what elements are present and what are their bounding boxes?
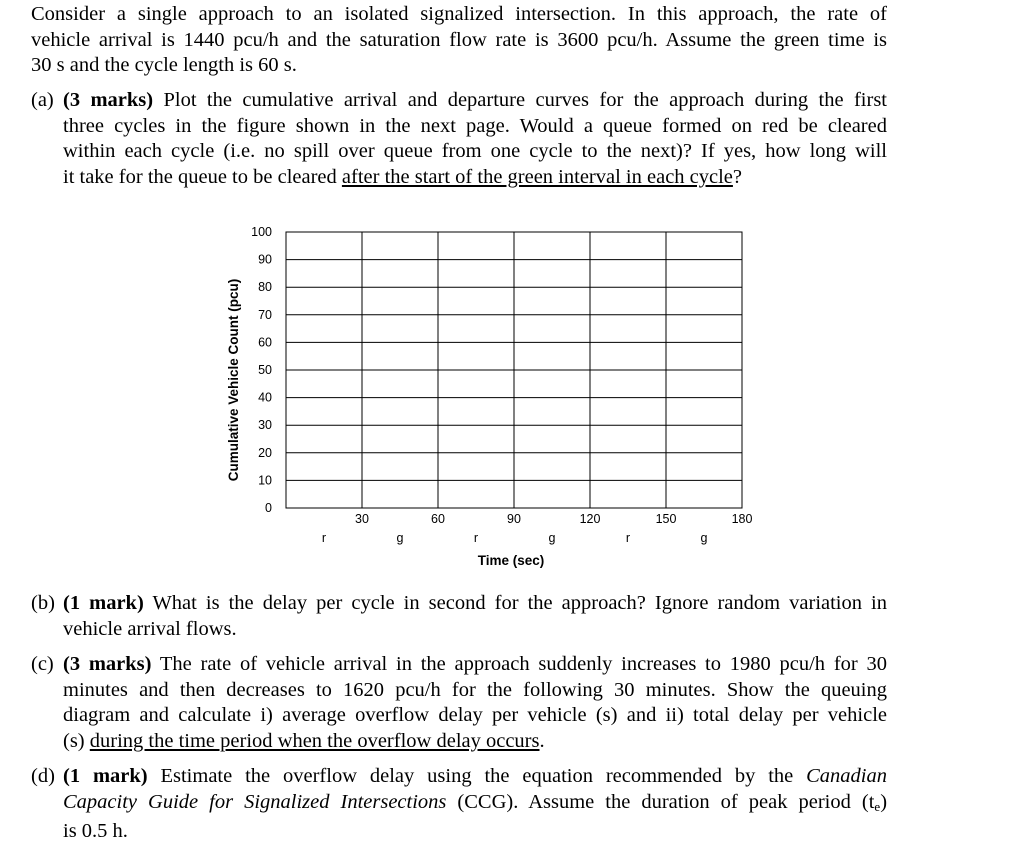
y-tick-label: 40	[258, 390, 272, 405]
y-tick-label: 100	[251, 225, 272, 239]
question-b-line	[63, 591, 887, 617]
question-b	[31, 591, 887, 642]
x-tick-label: 30	[355, 512, 369, 526]
question-c-marks: (3 marks)	[63, 653, 152, 675]
question-b-text: What is the delay per cycle in second for the approach? Ignore random variation in	[143, 592, 887, 614]
question-a-underlined: after the start of the green interval in each cycle	[341, 165, 733, 188]
interval-label: g	[396, 531, 404, 545]
question-d	[31, 764, 887, 845]
question-a-marks: (3 marks)	[63, 89, 154, 111]
interval-label: g	[700, 531, 708, 545]
x-tick-label: 60	[431, 512, 445, 526]
question-c	[31, 652, 887, 754]
interval-label: r	[321, 531, 327, 545]
question-d-label: (d)	[31, 765, 55, 787]
question-d-line: is 0.5 h.	[63, 820, 128, 843]
interval-label: g	[548, 531, 556, 545]
intro-line: vehicle arrival is 1440 pcu/h and the saturation flow rate is 3600 pcu/h. Assume the green time is	[31, 28, 887, 51]
y-tick-label: 10	[258, 473, 272, 488]
x-axis-title: Time (sec)	[477, 553, 545, 568]
question-c-line	[63, 652, 887, 678]
question-d-text: Estimate the overflow delay using the equation recommended by the	[147, 765, 807, 787]
y-tick-label: 50	[258, 363, 272, 377]
x-tick-label: 120	[579, 512, 601, 526]
question-d-line	[63, 790, 887, 820]
y-tick-label: 20	[258, 445, 272, 460]
question-b-marks: (1 mark)	[63, 592, 144, 614]
question-d-text: )	[880, 790, 888, 813]
question-c-line: minutes and then decreases to 1620 pcu/h for the following 30 minutes. Show the queuing	[63, 678, 887, 701]
intro-line: Consider a single approach to an isolated signalized intersection. In this approach, the rate of	[31, 3, 887, 25]
question-a-text: ?	[732, 165, 743, 188]
question-a-line	[63, 165, 887, 191]
interval-label: r	[473, 531, 479, 545]
question-d-line	[63, 764, 887, 790]
y-tick-label: 80	[258, 280, 272, 295]
question-a-line: within each cycle (i.e. no spill over queue from one cycle to the next)? If yes, how long will	[63, 140, 887, 163]
y-tick-label: 30	[258, 418, 272, 433]
interval-label: r	[625, 531, 631, 545]
question-d-marks: (1 mark)	[63, 765, 148, 787]
question-c-text: The rate of vehicle arrival in the approach suddenly increases to 1980 pcu/h for 30	[151, 653, 887, 675]
question-b-line: vehicle arrival flows.	[63, 617, 237, 640]
question-c-text: .	[539, 729, 545, 752]
question-a-line	[63, 88, 887, 114]
intro-line: 30 s and the cycle length is 60 s.	[31, 54, 297, 77]
x-tick-label: 90	[507, 512, 521, 526]
y-tick-label: 60	[258, 335, 272, 350]
question-c-underlined: during the time period when the overflow delay occurs	[89, 729, 540, 752]
y-tick-label: 0	[265, 501, 272, 515]
question-d-italic: Canadian	[806, 765, 887, 787]
cumulative-count-chart	[220, 222, 760, 574]
question-c-label: (c)	[31, 653, 54, 675]
question-a-text: it take for the queue to be cleared	[63, 165, 342, 188]
question-a-text: Plot the cumulative arrival and departure curves for the approach during the first	[153, 89, 887, 111]
intro-paragraph	[31, 2, 887, 79]
y-axis-title: Cumulative Vehicle Count (pcu)	[226, 278, 241, 482]
x-tick-label: 150	[655, 512, 677, 526]
y-tick-label: 90	[258, 252, 272, 267]
question-a	[31, 88, 887, 190]
y-tick-label: 70	[258, 307, 272, 322]
question-d-subscript: e	[874, 798, 881, 814]
question-a-label: (a)	[31, 89, 54, 111]
question-a-line: three cycles in the figure shown in the next page. Would a queue formed on red be cleared	[63, 114, 887, 137]
question-c-line	[63, 729, 887, 755]
question-b-label: (b)	[31, 592, 55, 614]
question-c-line: diagram and calculate i) average overflow delay per vehicle (s) and ii) total delay per vehicle	[63, 704, 887, 727]
question-d-text: (CCG). Assume the duration of peak period (t	[446, 790, 875, 813]
question-c-text: (s)	[63, 729, 90, 752]
question-d-italic: Capacity Guide for Signalized Intersections	[63, 790, 447, 813]
x-tick-label: 180	[731, 512, 753, 526]
